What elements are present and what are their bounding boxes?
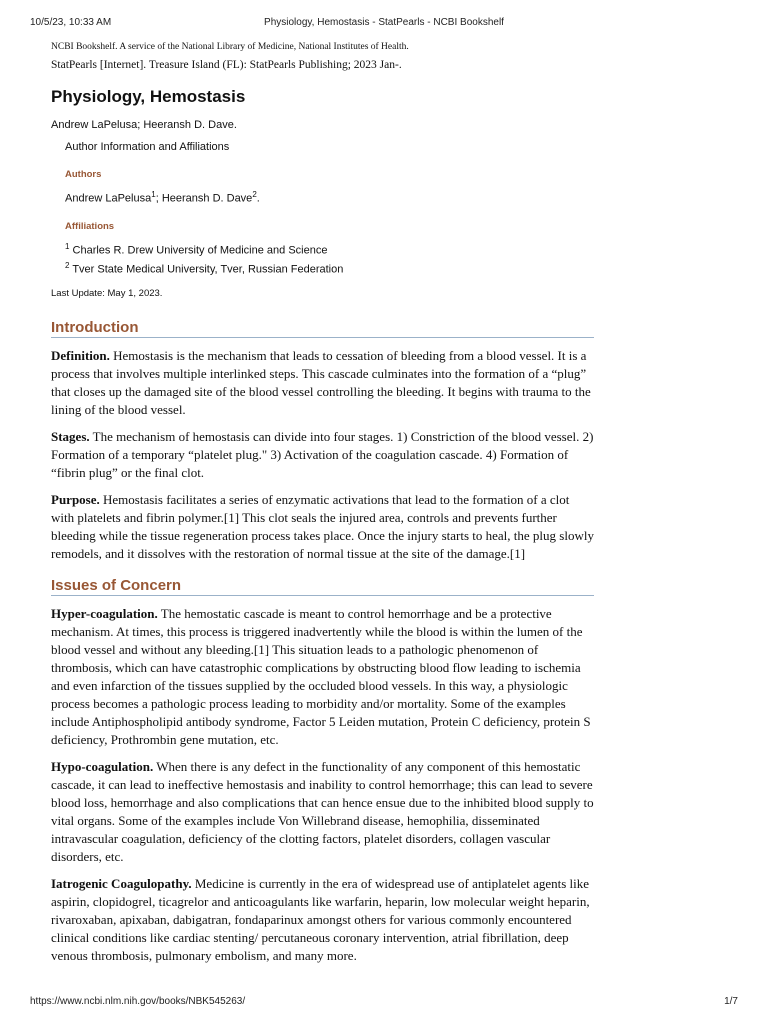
affiliation-1 <box>65 239 594 259</box>
hypo-text: When there is any defect in the functionality of any component of this hemostatic cascade, it can lead to ineffective hemostasis and inability to control hemorrhage; this can lead to severe blood loss, hemorrhage and also complications that can hence ensue due to the inhibited blood supply to vital organs. Some of the examples include Von Willebrand disease, hemophilia, disseminated intravascular coagulation, deficiency of the clotting factors, platelet disorders, collagen vascular disorders, etc. <box>51 758 594 864</box>
stages-text: The mechanism of hemostasis can divide into four stages. 1) Constriction of the blood vessel. 2) Formation of a temporary “platelet plug." 3) Activation of the coagulation cascade. 4) Formation of “fibrin plug” or the final clot. <box>51 428 594 480</box>
affiliation-2 <box>65 258 594 278</box>
section-heading-introduction: Introduction <box>51 319 594 338</box>
paragraph-hypo-coagulation <box>51 758 594 866</box>
author-separator: ; <box>155 192 162 205</box>
authors-heading: Authors <box>65 169 102 180</box>
author-info-link[interactable]: Author Information and Affiliations <box>65 141 230 153</box>
author-end: . <box>256 192 260 205</box>
paragraph-stages <box>51 428 594 482</box>
affiliations-heading: Affiliations <box>65 220 115 232</box>
purpose-text: Hemostasis facilitates a series of enzymatic activations that lead to the formation of a clot with platelets and fibrin polymer.[1] This clot seals the injured area, controls and prevents further bleeding while the tissue regeneration process takes place. Once the injury starts to heal, the plug slowly remodels, and it dissolves with the restoration of normal tissue at the site of the damage.[1] <box>51 491 594 561</box>
author-info-block <box>65 141 594 278</box>
author-2-sup: 2 <box>252 190 257 199</box>
iatro-label: Iatrogenic Coagulopathy. <box>51 875 192 891</box>
authors-list <box>65 187 594 207</box>
print-page-title: Physiology, Hemostasis - StatPearls - NCBI Bookshelf <box>264 17 504 28</box>
affiliation-2-text: Tver State Medical University, Tver, Russian Federation <box>72 263 344 276</box>
authors-line: Andrew LaPelusa; Heeransh D. Dave. <box>51 119 237 131</box>
iatro-text: Medicine is currently in the era of widespread use of antiplatelet agents like aspirin, clopidogrel, ticagrelor and anticoagulants like warfarin, heparin, low molecular weight heparin, rivaroxaban, apixaban, dabigatran, fondaparinux amongst others for various commonly encountered clinical conditions like cardiac stenting/ percutaneous coronary intervention, atrial fibrillation, deep venous thrombosis, pulmonary embolism, and many more. <box>51 875 590 963</box>
page-url: https://www.ncbi.nlm.nih.gov/books/NBK545263/ <box>30 996 246 1007</box>
affiliation-2-num: 2 <box>65 261 70 271</box>
ncbi-bookshelf-line: NCBI Bookshelf. A service of the National Library of Medicine, National Institutes of Health. <box>51 42 409 52</box>
hyper-text: The hemostatic cascade is meant to control hemorrhage and be a protective mechanism. At times, this process is triggered inadvertently while the blood is within the lumen of the blood vessel and without any bleeding.[1] This situation leads to a pathologic phenomenon of thrombosis, which can have catastrophic complications by obstructing blood flow leading to ischemia and even infarction of the tissues supplied by the occluded blood vessels. In this way, a physiologic process becomes a pathologic process leading to morbidity and/or mortality. Some of the examples include Antiphospholipid antibody syndrome, Factor 5 Leiden mutation, Protein C deficiency, protein S deficiency, Prothrombin gene mutation, etc. <box>51 605 591 747</box>
hypo-label: Hypo-coagulation. <box>51 758 154 774</box>
hyper-label: Hyper-coagulation. <box>51 605 158 621</box>
affiliation-1-num: 1 <box>65 241 70 251</box>
stages-label: Stages. <box>51 428 90 444</box>
print-datetime: 10/5/23, 10:33 AM <box>30 17 112 28</box>
purpose-label: Purpose. <box>51 491 100 507</box>
affiliation-1-text: Charles R. Drew University of Medicine and Science <box>72 244 328 257</box>
definition-text: Hemostasis is the mechanism that leads to cessation of bleeding from a blood vessel. It is a process that involves multiple interlinked steps. This cascade culminates into the formation of a “plug” that closes up the damaged site of the blood vessel controlling the bleeding. It begins with trauma to the lining of the blood vessel. <box>51 347 591 417</box>
page-number: 1/7 <box>724 996 738 1007</box>
article-content <box>51 42 594 974</box>
paragraph-purpose <box>51 491 594 563</box>
author-1-sup: 1 <box>151 190 156 199</box>
page-title: Physiology, Hemostasis <box>51 87 246 106</box>
author-1[interactable]: Andrew LaPelusa <box>65 192 152 205</box>
print-footer <box>30 996 738 1007</box>
print-header <box>30 17 738 28</box>
paragraph-iatrogenic-coagulopathy <box>51 875 594 965</box>
paragraph-hyper-coagulation <box>51 605 594 749</box>
last-update: Last Update: May 1, 2023. <box>51 287 163 299</box>
citation: StatPearls [Internet]. Treasure Island (FL): StatPearls Publishing; 2023 Jan-. <box>51 59 402 71</box>
author-2[interactable]: Heeransh D. Dave <box>161 192 253 205</box>
definition-label: Definition. <box>51 347 110 363</box>
paragraph-definition <box>51 347 594 419</box>
section-heading-issues-of-concern: Issues of Concern <box>51 577 594 596</box>
